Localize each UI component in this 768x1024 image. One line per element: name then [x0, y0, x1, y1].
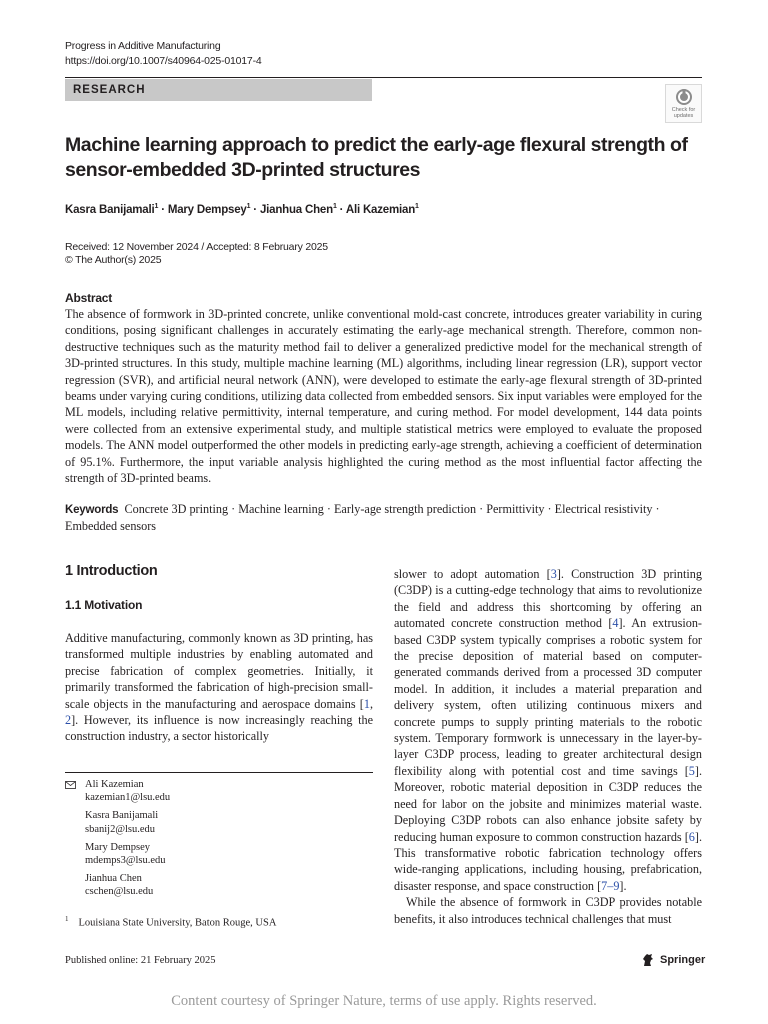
publisher-name: Springer — [660, 954, 706, 966]
keywords-text: Concrete 3D printing · Machine learning · Early-age strength prediction · Permittivity · Electrical resistivity · Embedded sensors — [65, 502, 660, 534]
affiliation-number: 1 — [65, 915, 69, 923]
citation-link[interactable]: 1 — [363, 696, 370, 711]
copyright-line: © The Author(s) 2025 — [65, 254, 162, 266]
header-rule — [65, 77, 702, 78]
contact-email[interactable]: sbanij2@lsu.edu — [85, 823, 156, 835]
paper-title: Machine learning approach to predict the early-age flexural strength of sensor-embedded 3D-printed structures — [65, 134, 688, 181]
badge-text: Check for updates — [671, 107, 696, 119]
author-affiliation: 1 — [154, 203, 159, 210]
citation-link[interactable]: 3 — [550, 567, 557, 581]
footnote-rule — [65, 772, 373, 773]
abstract-heading: Abstract — [65, 291, 113, 305]
courtesy-notice: Content courtesy of Springer Nature, terms of use apply. Rights reserved. — [171, 993, 597, 1009]
author-list: Kasra Banijamali$^1$ · Mary Dempsey$^1$ · Jianhua Chen$^1$ · Ali Kazemian$^1$ — [65, 203, 419, 216]
citation-link[interactable]: 4 — [612, 616, 619, 631]
check-for-updates-badge[interactable] — [665, 84, 702, 123]
contact-name: Mary Dempsey — [85, 841, 151, 853]
envelope-icon — [65, 781, 76, 789]
received-accepted: Received: 12 November 2024 / Accepted: 8 February 2025 — [65, 241, 328, 253]
section-label: RESEARCH — [65, 79, 372, 101]
subsection-heading: 1.1 Motivation — [65, 598, 143, 612]
author-affiliation: 1 — [332, 203, 337, 210]
keywords — [65, 501, 702, 535]
author-name: Mary Dempsey — [167, 203, 247, 216]
article-dates — [65, 241, 328, 267]
check-for-updates-icon — [675, 88, 693, 106]
contact-name: Jianhua Chen — [85, 873, 142, 885]
journal-name: Progress in Additive Manufacturing — [65, 40, 221, 52]
author-name: Jianhua Chen — [259, 203, 333, 216]
intro-column-right — [394, 566, 702, 927]
intro-paragraph: While the absence of formwork in C3DP provides notable benefits, it also introduces technical challenges that must — [394, 895, 702, 926]
affiliation-text: Louisiana State University, Baton Rouge, USA — [78, 917, 277, 929]
contact-email[interactable]: kazemian1@lsu.edu — [85, 792, 171, 804]
contact-list — [65, 778, 373, 904]
contact-entry — [85, 778, 373, 804]
contact-email[interactable]: cschen@lsu.edu — [85, 886, 154, 898]
abstract-text: The absence of formwork in 3D-printed concrete, unlike conventional mold-cast concrete, introduces greater variability in curing conditions, posing significant challenges in accurately estimating the early-age mechanical strength. Therefore, common non-destructive techniques such as the maturity method fail to deliver a generalized predictive model for the mechanical strength of 3D-printed structures. In this study, multiple machine learning (ML) algorithms, including linear regression (LR), support vector regression (SVR), and artificial neural network (ANN), were developed to estimate the early-age flexural strength of 3D-printed beams under varying curing conditions, utilizing data collected from embedded sensors. Six input variables were employed for the ML models, including relative permittivity, internal temperature, and curing method. For model development, 144 data points were collected from an extensive experimental study, and multiple statistical metrics were employed to evaluate the proposed models. The ANN model outperformed the other models in predicting early-age strength, achieving a coefficient of determination of 95.1%. Furthermore, the input variable analysis highlighted the curing method as the most influential factor affecting the strength of 3D-printed beams. — [65, 307, 702, 486]
published-online: Published online: 21 February 2025 — [65, 955, 216, 966]
citation-link[interactable]: 5 — [688, 763, 695, 778]
citation-link[interactable]: 6 — [688, 829, 695, 844]
citation-link[interactable]: 7–9 — [601, 878, 620, 893]
contact-name: Ali Kazemian — [85, 779, 144, 790]
contact-entry — [85, 809, 373, 835]
contact-entry — [85, 841, 373, 867]
contact-name: Kasra Banijamali — [85, 810, 159, 822]
author-name: Ali Kazemian — [345, 203, 416, 216]
section-heading: 1 Introduction — [65, 563, 158, 579]
citation-link[interactable]: 2 — [65, 713, 72, 728]
author-affiliation: 1 — [415, 203, 419, 210]
contact-email[interactable]: mdemps3@lsu.edu — [85, 855, 166, 867]
author-affiliation: 1 — [246, 203, 251, 210]
publisher-logo — [641, 953, 705, 967]
intro-paragraph-left: Additive manufacturing, commonly known as 3D printing, has transformed multiple industries by enabling automated and precise fabrication of complex geometries. Initially, it primarily transformed the fabrication of high-precision small-scale objects in the manufacturing and aerospace domains [1, 2]. However, its influence is now increasingly reaching the construction industry, a sector historically — [65, 631, 373, 744]
keywords-label: Keywords — [65, 504, 119, 516]
intro-paragraph: slower to adopt automation [3]. Construction 3D printing (C3DP) is a cutting-edge technology that aims to revolutionize the field and address this shortcoming by offering an automated concrete construction method [4]. An extrusion-based C3DP system typically comprises a robotic system for the precise deposition of material based on computer-generated commands derived from a processed 3D computer model. In addition, it includes a material preparation and delivery system, often utilizing continuous mixers and concrete pumps to supply printing materials to the robotic system. Temporary formwork is unnecessary in the layer-by-layer C3DP process, leading to greater architectural design flexibility along with potential cost and time savings [5]. Moreover, robotic material deposition in C3DP reduces the need for labor on the jobsite and minimizes material waste. Deploying C3DP robots can also enhance jobsite safety by reducing human exposure to common construction hazards [6]. This transformative robotic fabrication technology offers wide-ranging applications, including housing, prefabrication, disaster response, and space construction [7–9]. — [394, 567, 702, 893]
affiliation — [65, 915, 276, 929]
doi-link[interactable]: https://doi.org/10.1007/s40964-025-01017-4 — [65, 55, 262, 67]
contact-entry — [85, 872, 373, 898]
springer-horse-icon — [641, 953, 655, 967]
author-name: Kasra Banijamali — [65, 203, 155, 216]
